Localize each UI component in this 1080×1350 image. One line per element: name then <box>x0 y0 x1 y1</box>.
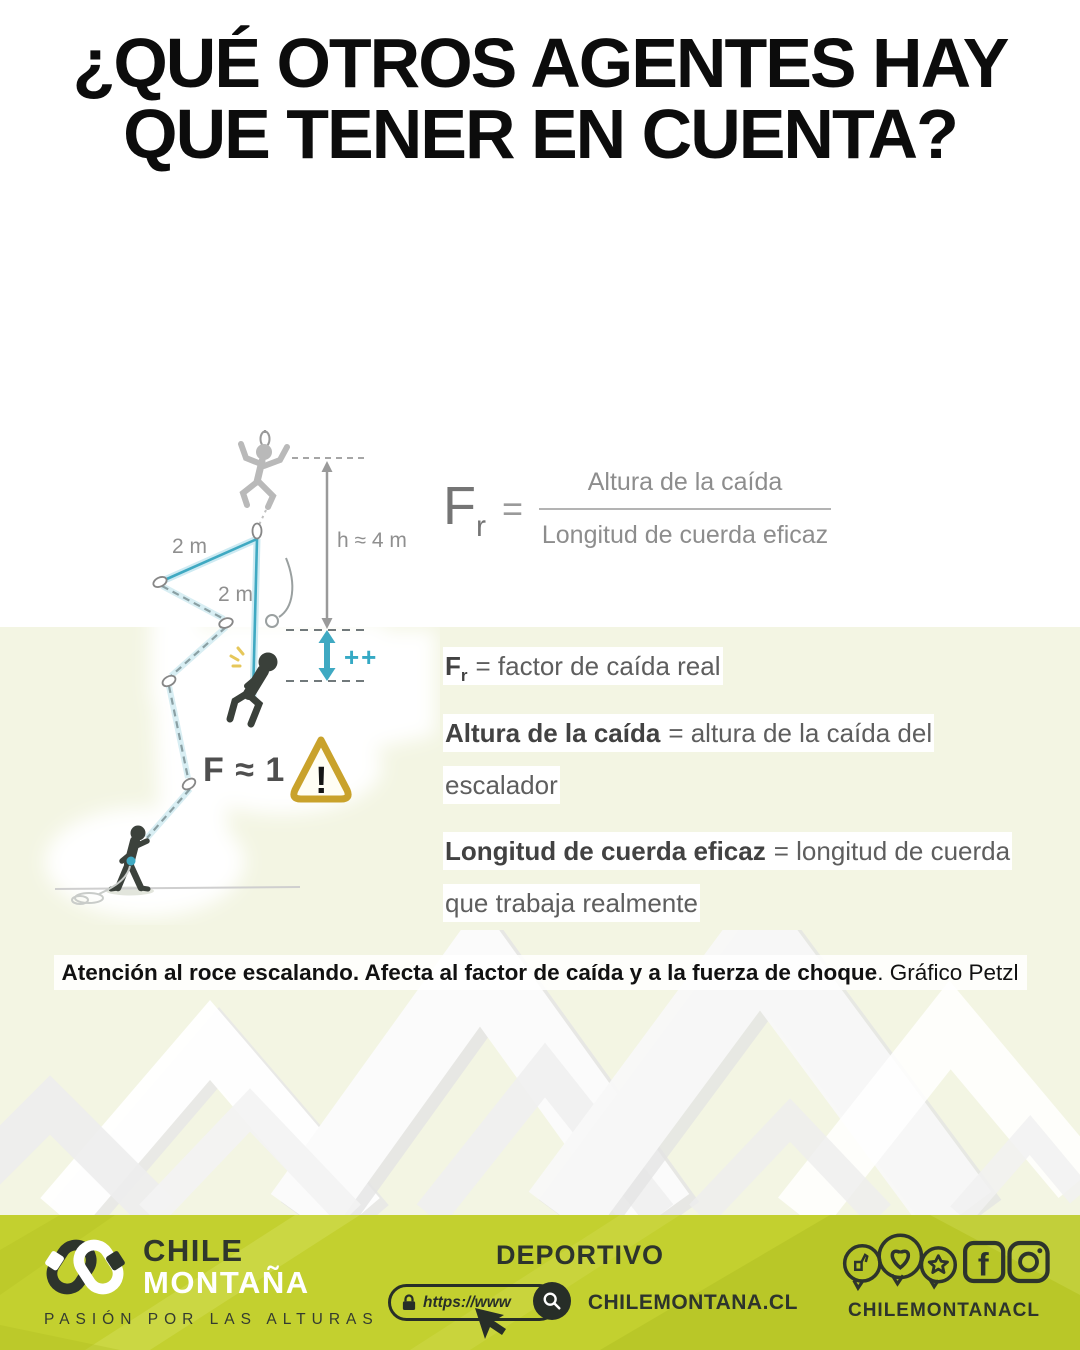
definition-altura: Altura de la caída = altura de la caída del escalador <box>443 707 1043 811</box>
warning-exclamation: ! <box>315 760 328 802</box>
brand-name-top: CHILE <box>143 1232 244 1268</box>
slack-curve <box>266 558 292 627</box>
definitions-block <box>443 640 1043 943</box>
instagram-icon <box>1010 1243 1048 1281</box>
page-title-line2: QUE TENER EN CUENTA? <box>123 95 957 174</box>
search-icon <box>533 1282 571 1320</box>
formula-equals: = <box>502 488 524 529</box>
url-pill <box>388 1284 558 1321</box>
cursor-icon <box>473 1307 507 1343</box>
social-handle: CHILEMONTANACL <box>847 1300 1040 1321</box>
url-prefix: https://www <box>423 1293 511 1311</box>
rope-upper-label: 2 m <box>172 535 208 558</box>
heart-bubble-icon <box>879 1235 921 1284</box>
lock-icon <box>402 1294 416 1311</box>
chile-montana-logo-icon <box>42 1232 128 1302</box>
brand-name-bottom: MONTAÑA <box>143 1265 310 1300</box>
rope-lower-label: 2 m <box>218 583 254 606</box>
impact-plus-label: ++ <box>344 642 379 672</box>
page-title-line1: ¿QUÉ OTROS AGENTES HAY <box>72 24 1008 102</box>
footer-bar <box>0 1215 1080 1350</box>
caption-credit: . Gráfico Petzl <box>877 960 1019 985</box>
formula-fraction <box>539 468 831 550</box>
belay-device-icon <box>127 857 136 866</box>
definition-longitud: Longitud de cuerda eficaz = longitud de cuerda que trabaja realmente <box>443 825 1043 929</box>
image-caption <box>0 960 1080 986</box>
star-bubble-icon <box>921 1248 955 1287</box>
fall-height-label: h ≈ 4 m <box>337 529 407 552</box>
url-domain: CHILEMONTANA.CL <box>587 1290 798 1314</box>
definition-fr: $F_r$ = factor de caída real <box>443 640 1043 693</box>
formula-denominator: Longitud de cuerda eficaz <box>541 521 829 549</box>
fall-factor-formula <box>443 468 831 550</box>
category-label: DEPORTIVO <box>495 1240 665 1270</box>
brand-tagline: PASIÓN POR LAS ALTURAS <box>44 1311 379 1328</box>
fall-factor-diagram <box>0 395 440 925</box>
page-title <box>0 24 1080 174</box>
formula-symbol: $F_r$ <box>443 475 486 543</box>
svg-text:f: f <box>977 1246 989 1283</box>
formula-numerator: Altura de la caída <box>587 468 783 496</box>
thumbs-up-bubble-icon <box>845 1246 880 1288</box>
website-row <box>388 1284 798 1321</box>
brand-logo <box>42 1232 310 1302</box>
caption-bold: Atención al roce escalando. Afecta al factor de caída y a la fuerza de choque <box>61 960 878 985</box>
fall-factor-label: F ≈ 1 <box>203 751 286 789</box>
falling-climber-icon <box>241 444 287 507</box>
facebook-icon <box>965 1243 1003 1282</box>
brand-name <box>143 1232 310 1300</box>
social-icons <box>838 1231 1050 1293</box>
social-block <box>838 1231 1050 1322</box>
top-quickdraw-icon <box>261 430 270 447</box>
